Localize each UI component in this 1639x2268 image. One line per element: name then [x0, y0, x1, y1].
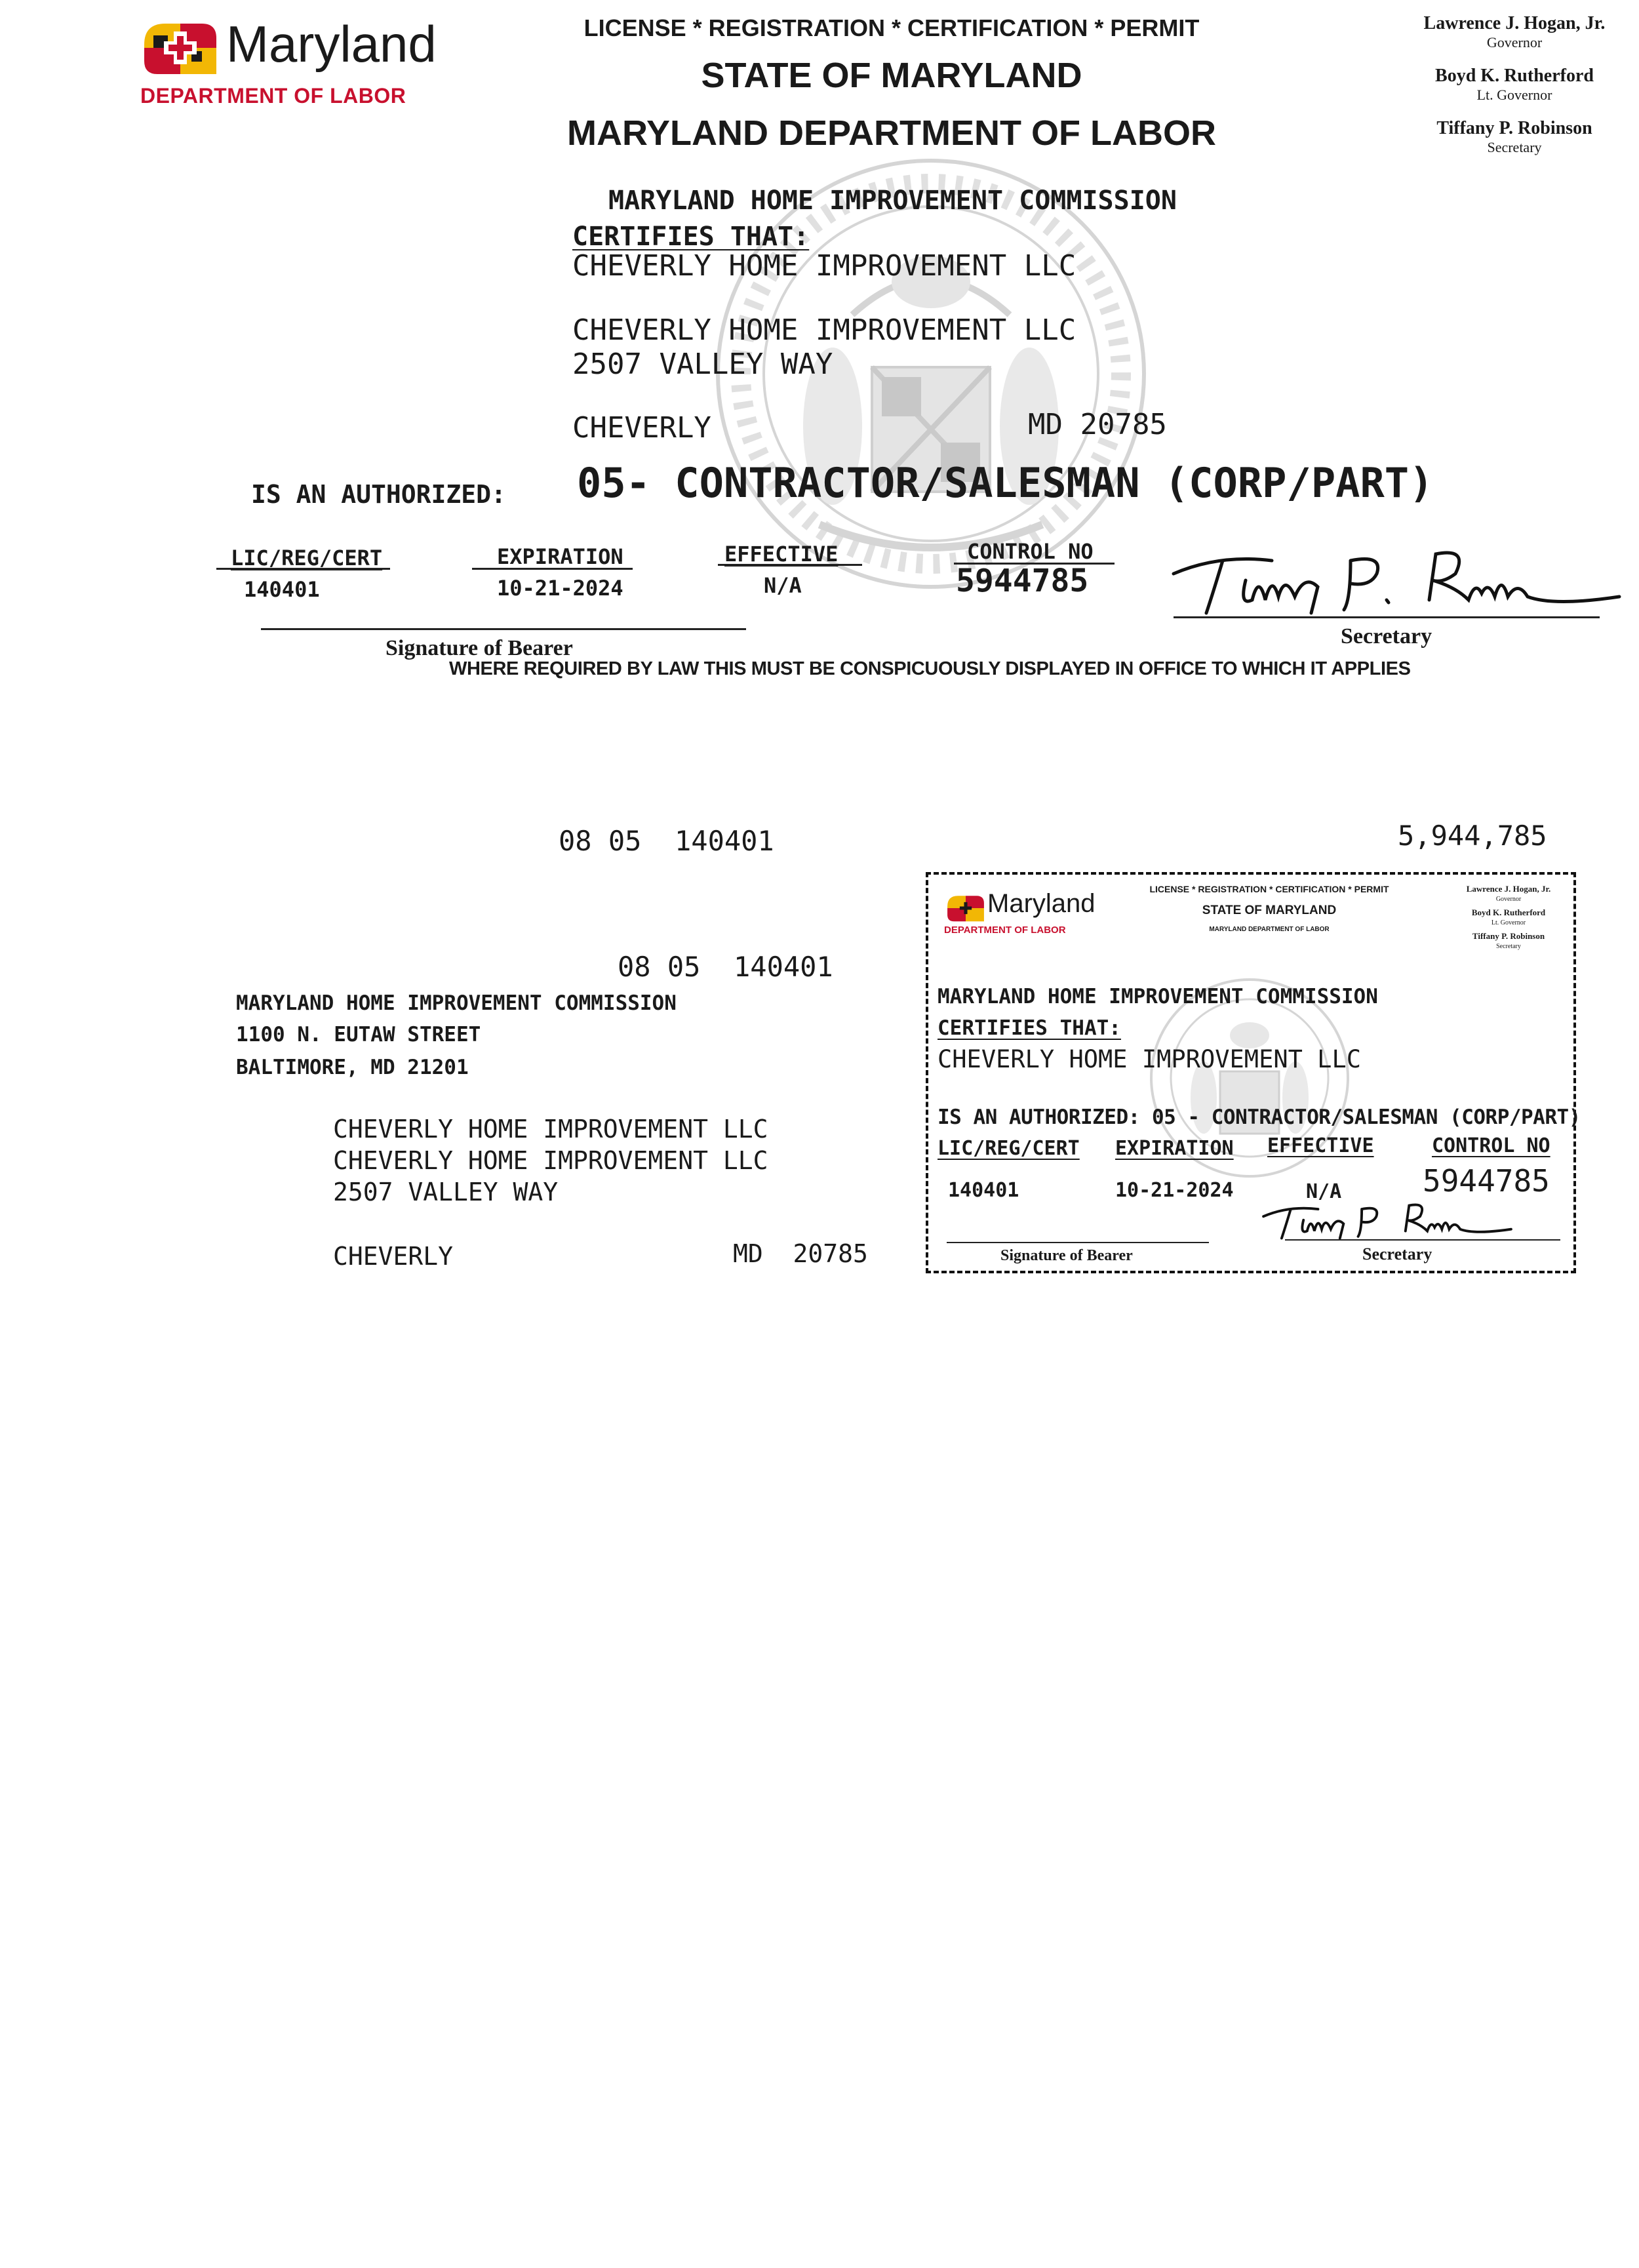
card-logo-subtitle: DEPARTMENT OF LABOR — [944, 925, 1066, 936]
exp-underline — [472, 568, 633, 570]
lt-governor-name: Boyd K. Rutherford — [1435, 66, 1594, 86]
card-commission-name: MARYLAND HOME IMPROVEMENT COMMISSION — [938, 985, 1378, 1008]
governor-title: Governor — [1486, 34, 1543, 50]
certifies-that-label: CERTIFIES THAT: — [572, 222, 810, 252]
mailer-control-number: 5,944,785 — [1398, 820, 1547, 852]
expiration-value: 10-21-2024 — [497, 576, 623, 601]
card-document-type: LICENSE * REGISTRATION * CERTIFICATION * PERMIT — [1149, 884, 1389, 894]
card-department-title: MARYLAND DEPARTMENT OF LABOR — [1209, 926, 1330, 933]
state-title: STATE OF MARYLAND — [701, 56, 1082, 95]
card-secretary-label: Secretary — [1362, 1244, 1432, 1263]
card-lic-label: LIC/REG/CERT — [938, 1137, 1080, 1160]
secretary-name: Tiffany P. Robinson — [1436, 118, 1592, 138]
card-secretary-signature — [1256, 1192, 1518, 1244]
ctrl-underline — [954, 563, 1115, 565]
department-title: MARYLAND DEPARTMENT OF LABOR — [567, 113, 1216, 153]
card-eff-value: N/A — [1306, 1180, 1342, 1203]
effective-label: EFFECTIVE — [724, 542, 839, 567]
logo-title: Maryland — [226, 15, 437, 73]
licensee-name: CHEVERLY HOME IMPROVEMENT LLC — [572, 249, 1076, 283]
card-bearer-line — [947, 1242, 1209, 1243]
bearer-line — [261, 628, 746, 630]
eff-underline — [718, 564, 862, 566]
card-exp-label: EXPIRATION — [1115, 1137, 1234, 1160]
card-control-value: 5944785 — [1423, 1163, 1550, 1199]
return-address-city: BALTIMORE, MD 21201 — [236, 1056, 469, 1079]
mailer-code-top: 08 05 140401 — [559, 825, 774, 857]
card-lic-value: 140401 — [948, 1179, 1019, 1202]
commission-name: MARYLAND HOME IMPROVEMENT COMMISSION — [608, 186, 1177, 216]
lt-governor-title: Lt. Governor — [1476, 87, 1552, 103]
effective-value: N/A — [764, 573, 802, 598]
recipient-line1: CHEVERLY HOME IMPROVEMENT LLC — [333, 1115, 768, 1144]
card-eff-label: EFFECTIVE — [1267, 1134, 1374, 1157]
display-notice: WHERE REQUIRED BY LAW THIS MUST BE CONSPICUOUSLY DISPLAYED IN OFFICE TO WHICH IT APPLIES — [449, 658, 1411, 679]
address-state-zip: MD 20785 — [1028, 408, 1167, 441]
lic-reg-cert-label: LIC/REG/CERT — [231, 546, 383, 570]
card-governor-name: Lawrence J. Hogan, Jr. — [1466, 884, 1551, 894]
card-state-title: STATE OF MARYLAND — [1202, 904, 1337, 917]
card-logo-title: Maryland — [987, 889, 1096, 918]
expiration-label: EXPIRATION — [497, 544, 623, 569]
card-secretary-name: Tiffany P. Robinson — [1472, 931, 1545, 941]
card-control-label: CONTROL NO — [1432, 1134, 1550, 1157]
secretary-line — [1174, 616, 1600, 618]
maryland-logo — [138, 15, 479, 110]
mailer-code-mid: 08 05 140401 — [618, 951, 833, 983]
recipient-state-zip: MD 20785 — [733, 1239, 868, 1268]
card-licensee-name: CHEVERLY HOME IMPROVEMENT LLC — [938, 1045, 1362, 1073]
lic-underline — [216, 568, 390, 570]
logo-subtitle: DEPARTMENT OF LABOR — [140, 84, 406, 108]
pocket-card — [926, 872, 1581, 1273]
card-exp-value: 10-21-2024 — [1115, 1179, 1234, 1202]
governor-name: Lawrence J. Hogan, Jr. — [1423, 13, 1606, 33]
card-secretary-line — [1285, 1239, 1560, 1241]
recipient-street: 2507 VALLEY WAY — [333, 1178, 559, 1206]
control-no-value: 5944785 — [956, 563, 1089, 599]
card-governor-title: Governor — [1495, 896, 1522, 903]
card-secretary-title: Secretary — [1496, 943, 1521, 950]
card-signature-of-bearer: Signature of Bearer — [1000, 1247, 1133, 1264]
recipient-city: CHEVERLY — [333, 1242, 454, 1271]
address-city: CHEVERLY — [572, 411, 711, 445]
card-authorized-line: IS AN AUTHORIZED: 05 - CONTRACTOR/SALESMAN (CORP/PART) — [938, 1105, 1581, 1129]
authorized-type: 05- CONTRACTOR/SALESMAN (CORP/PART) — [577, 459, 1434, 507]
document-type-header: LICENSE * REGISTRATION * CERTIFICATION * PERMIT — [583, 14, 1200, 41]
address-name: CHEVERLY HOME IMPROVEMENT LLC — [572, 313, 1076, 347]
maryland-flag-icon — [138, 18, 223, 77]
card-certifies-that: CERTIFIES THAT: — [938, 1016, 1121, 1040]
card-lt-governor-name: Boyd K. Rutherford — [1471, 907, 1546, 917]
control-no-label: CONTROL NO — [967, 539, 1094, 564]
recipient-line2: CHEVERLY HOME IMPROVEMENT LLC — [333, 1146, 768, 1175]
signature-of-bearer-label: Signature of Bearer — [385, 636, 573, 660]
secretary-label: Secretary — [1341, 624, 1432, 648]
officials-block — [1390, 13, 1639, 156]
card-officials — [1446, 884, 1571, 952]
card-lt-governor-title: Lt. Governor — [1491, 919, 1526, 926]
secretary-title: Secretary — [1487, 139, 1542, 155]
lic-reg-cert-value: 140401 — [244, 577, 320, 602]
address-street: 2507 VALLEY WAY — [572, 348, 833, 381]
card-maryland-flag-icon — [944, 893, 987, 923]
return-address-name: MARYLAND HOME IMPROVEMENT COMMISSION — [236, 991, 677, 1015]
secretary-signature — [1160, 534, 1632, 620]
authorized-label: IS AN AUTHORIZED: — [251, 480, 506, 509]
return-address-street: 1100 N. EUTAW STREET — [236, 1023, 481, 1046]
